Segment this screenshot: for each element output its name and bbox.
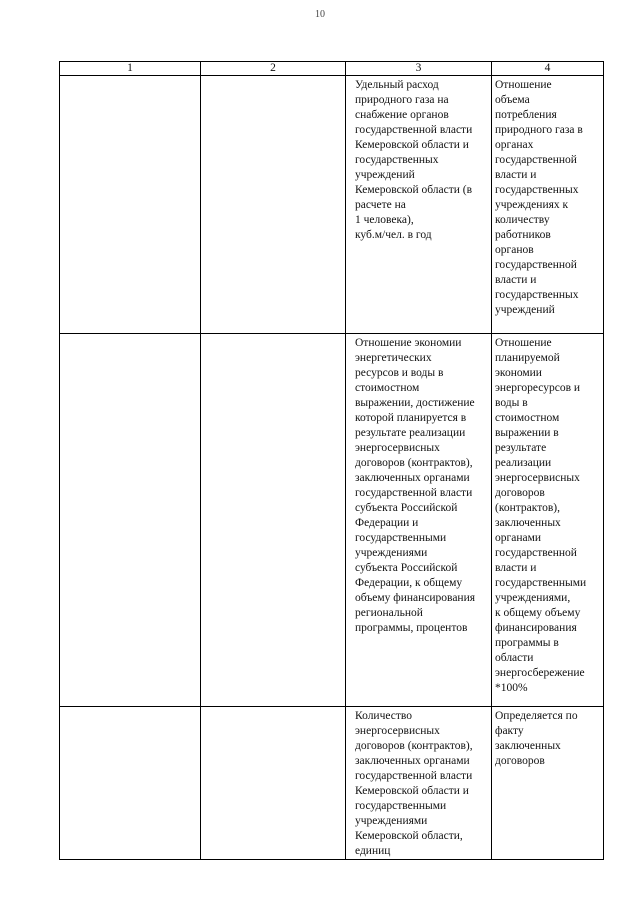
page-number: 10 [315,9,325,20]
table-row [60,334,604,707]
column-header-3: 3 [346,62,492,76]
indicator-text: Отношение экономии энергетических ресурсов и воды в стоимостном выражении, достижение которой планируется в результате реализации энергосервисных договоров (контрактов), заключенных органами государственной власти субъекта Российской Федерации и государственными учреждениями субъекта Российской Федерации, к общему объему финансирования региональной программы, процентов [355,337,476,634]
table-cell-col2 [201,334,346,707]
indicators-table [59,61,604,860]
method-text: Отношение объема потребления природного газа в органах государственной власти и государственных учреждениях к количеству работников органов государственной власти и государственных учреждений [495,79,583,316]
method-text: Отношение планируемой экономии энергоресурсов и воды в стоимостном выражении в результате реализации энергосервисных договоров (контрактов), заключенных органами государственной власти и государственными учреждениями, к общему объему финансирования программы в области энергосбережение *100% [495,337,587,694]
table-row [60,76,604,334]
table-cell-col1 [60,707,201,860]
table-cell-method [492,334,604,707]
cell-text [60,707,200,709]
table-cell-indicator [346,76,492,334]
table-row [60,707,604,860]
indicator-text: Количество энергосервисных договоров (контрактов), заключенных органами государственной власти Кемеровской области и государственными учреждениями Кемеровской области, единиц [355,710,473,857]
column-header-4: 4 [492,62,604,76]
table-cell-col1 [60,76,201,334]
table-cell-indicator [346,707,492,860]
table-header-row [60,62,604,76]
column-header-2: 2 [201,62,346,76]
cell-text [60,76,200,78]
table-cell-col2 [201,76,346,334]
cell-text [60,334,200,336]
table-cell-method [492,707,604,860]
table-cell-method [492,76,604,334]
column-header-1: 1 [60,62,201,76]
method-text: Определяется по факту заключенных договоров [495,710,578,767]
cell-text [201,707,345,709]
table-cell-indicator [346,334,492,707]
table-cell-col2 [201,707,346,860]
indicator-text: Удельный расход природного газа на снабжение органов государственной власти Кемеровской области и государственных учреждений Кемеровской области (в расчете на 1 человека), куб.м/чел. в год [355,79,473,241]
table-cell-col1 [60,334,201,707]
cell-text [201,76,345,78]
cell-text [201,334,345,336]
